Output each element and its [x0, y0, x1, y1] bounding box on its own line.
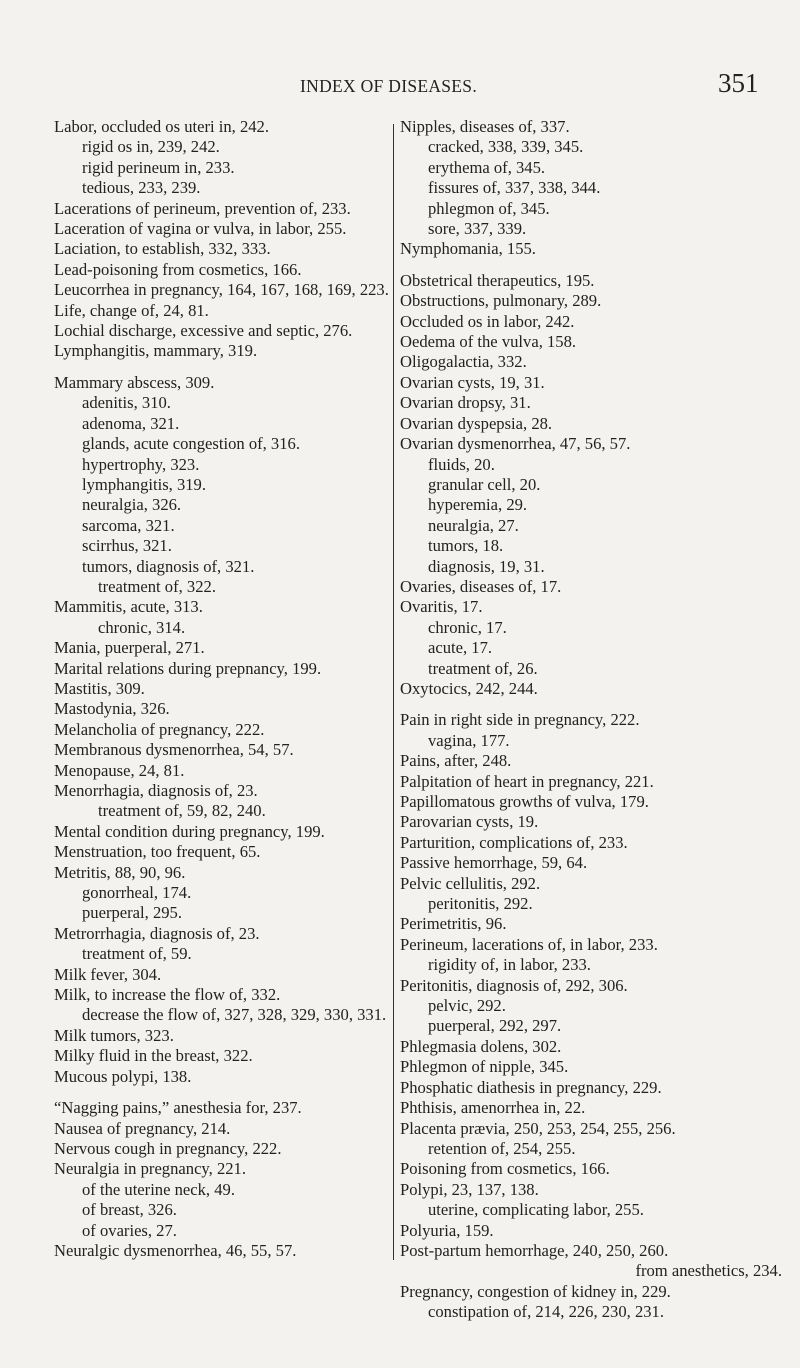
index-subentry: peritonitis, 292.	[428, 894, 533, 914]
index-entry: Neuralgic dysmenorrhea, 46, 55, 57.	[54, 1240, 297, 1260]
index-entry: Mammitis, acute, 313.	[54, 597, 203, 617]
index-entry: Lymphangitis, mammary, 319.	[54, 341, 258, 361]
index-subentry: granular cell, 20.	[428, 474, 541, 494]
index-entry: Papillomatous growths of vulva, 179.	[400, 792, 649, 811]
index-entry: Parovarian cysts, 19.	[400, 812, 539, 832]
index-subentry: from anesthetics, 234.	[635, 1261, 782, 1281]
index-entry: Palpitation of heart in pregnancy, 221.	[400, 771, 654, 791]
index-entry: Mental condition during pregnancy, 199.	[54, 821, 325, 841]
index-entry: Life, change of, 24, 81.	[54, 300, 209, 320]
index-entry: Nymphomania, 155.	[400, 239, 536, 259]
index-subentry: pelvic, 292.	[428, 996, 506, 1016]
index-entry: Milk tumors, 323.	[54, 1025, 174, 1045]
index-entry: Occluded os in labor, 242.	[400, 311, 575, 331]
index-subentry: rigid os in, 239, 242.	[82, 137, 220, 157]
index-column-right	[400, 117, 782, 1323]
index-entry: Obstetrical therapeutics, 195.	[400, 270, 595, 290]
section-gap	[400, 699, 782, 710]
index-subentry: neuralgia, 326.	[82, 495, 182, 515]
index-subentry: gonorrheal, 174.	[82, 883, 192, 903]
index-subentry: of ovaries, 27.	[82, 1220, 177, 1240]
index-entry: Laceration of vagina or vulva, in labor, 255.	[54, 219, 347, 239]
index-entry: Laciation, to establish, 332, 333.	[54, 239, 271, 259]
index-entry: Milky fluid in the breast, 322.	[54, 1046, 253, 1066]
index-column-left	[54, 117, 390, 1261]
index-entry: Polyuria, 159.	[400, 1220, 494, 1240]
index-entry: Ovaritis, 17.	[400, 597, 483, 617]
index-entry: Placenta prævia, 250, 253, 254, 255, 256.	[400, 1118, 676, 1138]
index-entry: Mania, puerperal, 271.	[54, 638, 205, 658]
index-entry: Menorrhagia, diagnosis of, 23.	[54, 781, 258, 800]
index-entry: Oxytocics, 242, 244.	[400, 678, 538, 698]
index-entry: Nausea of pregnancy, 214.	[54, 1118, 231, 1138]
index-subentry: treatment of, 59, 82, 240.	[98, 801, 266, 821]
index-entry: Poisoning from cosmetics, 166.	[400, 1159, 610, 1179]
section-gap	[400, 260, 782, 271]
index-entry: Post-partum hemorrhage, 240, 250, 260.	[400, 1240, 669, 1260]
index-subentry: rigid perineum in, 233.	[82, 157, 235, 177]
section-gap	[54, 362, 390, 373]
index-entry: Ovarian dyspepsia, 28.	[400, 413, 553, 433]
index-entry: Milk fever, 304.	[54, 964, 162, 984]
index-subentry: retention of, 254, 255.	[428, 1138, 576, 1158]
index-entry: Ovarian dysmenorrhea, 47, 56, 57.	[400, 434, 631, 454]
index-subentry: tedious, 233, 239.	[82, 178, 201, 198]
index-entry: Oligogalactia, 332.	[400, 352, 527, 372]
index-subentry: treatment of, 59.	[82, 944, 192, 964]
index-entry: Parturition, complications of, 233.	[400, 832, 628, 852]
index-subentry: neuralgia, 27.	[428, 515, 519, 535]
index-subentry: fissures of, 337, 338, 344.	[428, 178, 601, 198]
index-subentry: adenoma, 321.	[82, 413, 180, 433]
index-subentry: erythema of, 345.	[428, 157, 546, 177]
index-subentry: constipation of, 214, 226, 230, 231.	[428, 1302, 664, 1322]
index-subentry: decrease the flow of, 327, 328, 329, 330, 331.	[82, 1005, 387, 1025]
index-subentry: diagnosis, 19, 31.	[428, 556, 545, 576]
index-subentry: phlegmon of, 345.	[428, 198, 550, 218]
index-entry: Ovarian cysts, 19, 31.	[400, 372, 545, 392]
index-entry: Perimetritis, 96.	[400, 914, 507, 934]
index-subentry: fluids, 20.	[428, 454, 495, 474]
index-subentry: glands, acute congestion of, 316.	[82, 434, 300, 454]
column-divider	[393, 124, 394, 1260]
index-entry: Perineum, lacerations of, in labor, 233.	[400, 934, 658, 954]
index-entry: Phlegmasia dolens, 302.	[400, 1036, 562, 1056]
index-subentry: tumors, diagnosis of, 321.	[82, 556, 255, 576]
index-subentry: hypertrophy, 323.	[82, 454, 200, 474]
index-subentry: tumors, 18.	[428, 536, 504, 556]
index-subentry: scirrhus, 321.	[82, 536, 172, 556]
index-entry: Nipples, diseases of, 337.	[400, 117, 570, 136]
index-entry: Lacerations of perineum, prevention of, 233.	[54, 198, 351, 218]
index-entry: Pains, after, 248.	[400, 751, 512, 771]
index-entry: Ovarian dropsy, 31.	[400, 393, 531, 413]
index-entry: “Nagging pains,” anesthesia for, 237.	[54, 1098, 302, 1118]
index-entry: Mucous polypi, 138.	[54, 1066, 192, 1086]
index-subentry: of the uterine neck, 49.	[82, 1179, 235, 1199]
index-entry: Nervous cough in pregnancy, 222.	[54, 1138, 282, 1158]
index-entry: Phlegmon of nipple, 345.	[400, 1057, 569, 1077]
index-entry: Menopause, 24, 81.	[54, 760, 185, 780]
index-entry: Membranous dysmenorrhea, 54, 57.	[54, 740, 294, 760]
index-entry: Lead-poisoning from cosmetics, 166.	[54, 259, 302, 279]
index-subentry: rigidity of, in labor, 233.	[428, 955, 591, 975]
index-entry: Metritis, 88, 90, 96.	[54, 862, 186, 882]
index-subentry: uterine, complicating labor, 255.	[428, 1200, 644, 1220]
running-header	[300, 76, 720, 97]
index-subentry: puerperal, 292, 297.	[428, 1016, 562, 1036]
index-entry: Mammary abscess, 309.	[54, 372, 215, 392]
index-entry: Mastitis, 309.	[54, 678, 145, 698]
index-entry: Oedema of the vulva, 158.	[400, 332, 577, 352]
index-subentry: of breast, 326.	[82, 1200, 177, 1220]
page-title: INDEX OF DISEASES.	[300, 76, 478, 96]
index-subentry: sarcoma, 321.	[82, 515, 175, 535]
index-entry: Metrorrhagia, diagnosis of, 23.	[54, 923, 260, 943]
index-entry: Phthisis, amenorrhea in, 22.	[400, 1098, 586, 1118]
index-entry: Neuralgia in pregnancy, 221.	[54, 1159, 246, 1179]
index-subentry: acute, 17.	[428, 638, 493, 658]
index-subentry: treatment of, 322.	[98, 576, 216, 596]
index-subentry: chronic, 314.	[98, 617, 186, 637]
index-entry: Pelvic cellulitis, 292.	[400, 873, 541, 893]
index-subentry: cracked, 338, 339, 345.	[428, 137, 584, 157]
index-entry: Peritonitis, diagnosis of, 292, 306.	[400, 975, 628, 995]
index-subentry: sore, 337, 339.	[428, 219, 527, 239]
index-subentry: adenitis, 310.	[82, 393, 171, 413]
section-gap	[54, 1087, 390, 1098]
index-subentry: vagina, 177.	[428, 730, 510, 750]
index-entry: Pain in right side in pregnancy, 222.	[400, 710, 640, 730]
index-entry: Marital relations during prepnancy, 199.	[54, 658, 322, 678]
index-entry: Obstructions, pulmonary, 289.	[400, 291, 602, 311]
index-entry: Melancholia of pregnancy, 222.	[54, 719, 265, 739]
page-number: 351	[718, 68, 759, 98]
index-entry: Ovaries, diseases of, 17.	[400, 576, 562, 596]
index-entry: Milk, to increase the flow of, 332.	[54, 985, 281, 1005]
index-subentry: lymphangitis, 319.	[82, 474, 206, 494]
index-subentry: treatment of, 26.	[428, 658, 538, 678]
index-entry: Lochial discharge, excessive and septic, 276.	[54, 321, 353, 341]
index-subentry: hyperemia, 29.	[428, 495, 528, 515]
index-entry: Leucorrhea in pregnancy, 164, 167, 168, 169, 223.	[54, 280, 389, 300]
index-entry: Polypi, 23, 137, 138.	[400, 1179, 539, 1199]
index-entry: Menstruation, too frequent, 65.	[54, 842, 261, 862]
index-subentry: puerperal, 295.	[82, 903, 182, 923]
index-subentry: chronic, 17.	[428, 617, 507, 637]
index-entry: Labor, occluded os uteri in, 242.	[54, 117, 269, 136]
index-entry: Pregnancy, congestion of kidney in, 229.	[400, 1281, 671, 1301]
index-entry: Passive hemorrhage, 59, 64.	[400, 853, 588, 873]
index-entry: Phosphatic diathesis in pregnancy, 229.	[400, 1077, 662, 1097]
index-entry: Mastodynia, 326.	[54, 699, 170, 719]
